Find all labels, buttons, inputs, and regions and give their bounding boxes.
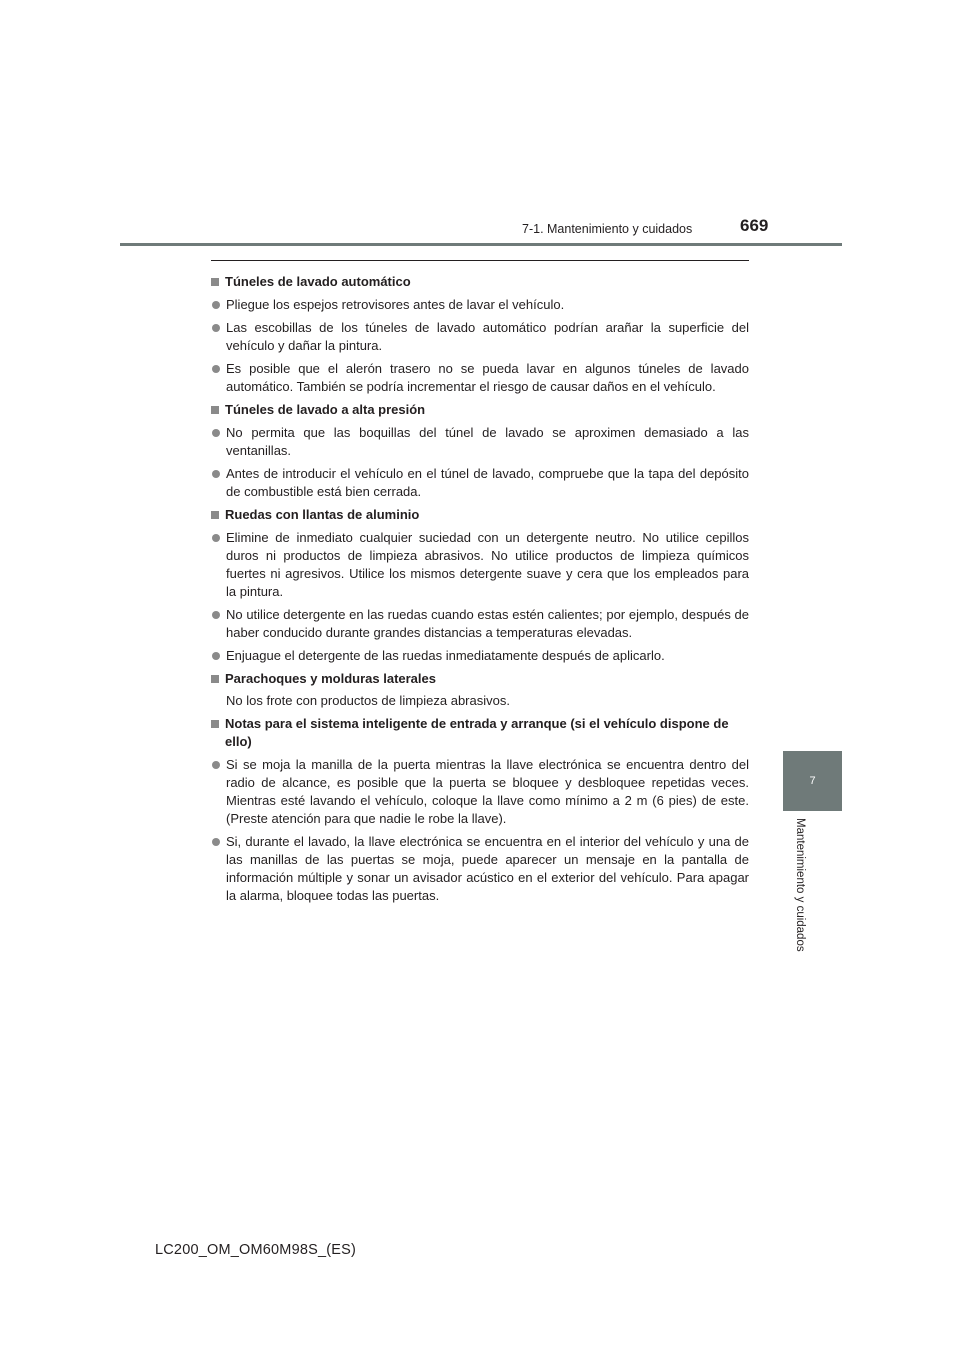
list-item: Pliegue los espejos retrovisores antes de lavar el vehículo. [211,296,749,314]
page-content [211,268,749,905]
list-item: Elimine de inmediato cualquier suciedad con un detergente neutro. No utilice cepillos duros ni productos de limpieza abrasivos. No utilice productos de limpieza químicos fuertes ni agresivos. Utilice los mismos detergente suave y cera que los empleados para la pintura. [211,529,749,601]
list-item: Si se moja la manilla de la puerta mientras la llave electrónica se encuentra dentro del radio de alcance, es posible que la puerta se bloquee y desbloquee repetidas veces. Mientras esté lavando el vehículo, coloque la llave como mínimo a 2 m (6 pies) de este. (Preste atención para que nadie le robe la llave). [211,756,749,828]
document-code: LC200_OM_OM60M98S_(ES) [155,1242,357,1258]
content-divider [211,260,749,261]
section-heading: Notas para el sistema inteligente de entrada y arranque (si el vehículo dispone de ello) [211,715,749,751]
list-item: Enjuague el detergente de las ruedas inmediatamente después de aplicarlo. [211,647,749,665]
list-item: Antes de introducir el vehículo en el túnel de lavado, compruebe que la tapa del depósito de combustible está bien cerrada. [211,465,749,501]
running-header-section: 7-1. Mantenimiento y cuidados [522,222,693,236]
section-heading: Ruedas con llantas de aluminio [211,506,749,524]
section-heading: Túneles de lavado automático [211,273,749,291]
list-item: Es posible que el alerón trasero no se pueda lavar en algunos túneles de lavado automático. También se podría incrementar el riesgo de causar daños en el vehículo. [211,360,749,396]
chapter-tab-label: Mantenimiento y cuidados [794,818,806,952]
section-heading: Túneles de lavado a alta presión [211,401,749,419]
header-divider [120,243,842,246]
section-heading: Parachoques y molduras laterales [211,670,749,688]
list-item: Las escobillas de los túneles de lavado automático podrían arañar la superficie del vehículo y dañar la pintura. [211,319,749,355]
list-item: Si, durante el lavado, la llave electrónica se encuentra en el interior del vehículo y una de las manillas de las puertas se moja, puede aparecer un mensaje en la pantalla de información múltiple y sonar un avisador acústico en el exterior del vehículo. Para apagar la alarma, bloquee todas las puertas. [211,833,749,905]
section-text: No los frote con productos de limpieza abrasivos. [226,693,510,708]
list-item: No permita que las boquillas del túnel de lavado se aproximen demasiado a las ventanillas. [211,424,749,460]
page-number: 669 [740,216,769,235]
chapter-tab: 7 [783,751,842,811]
list-item: No utilice detergente en las ruedas cuando estas estén calientes; por ejemplo, después de haber conducido durante grandes distancias a temperaturas elevadas. [211,606,749,642]
